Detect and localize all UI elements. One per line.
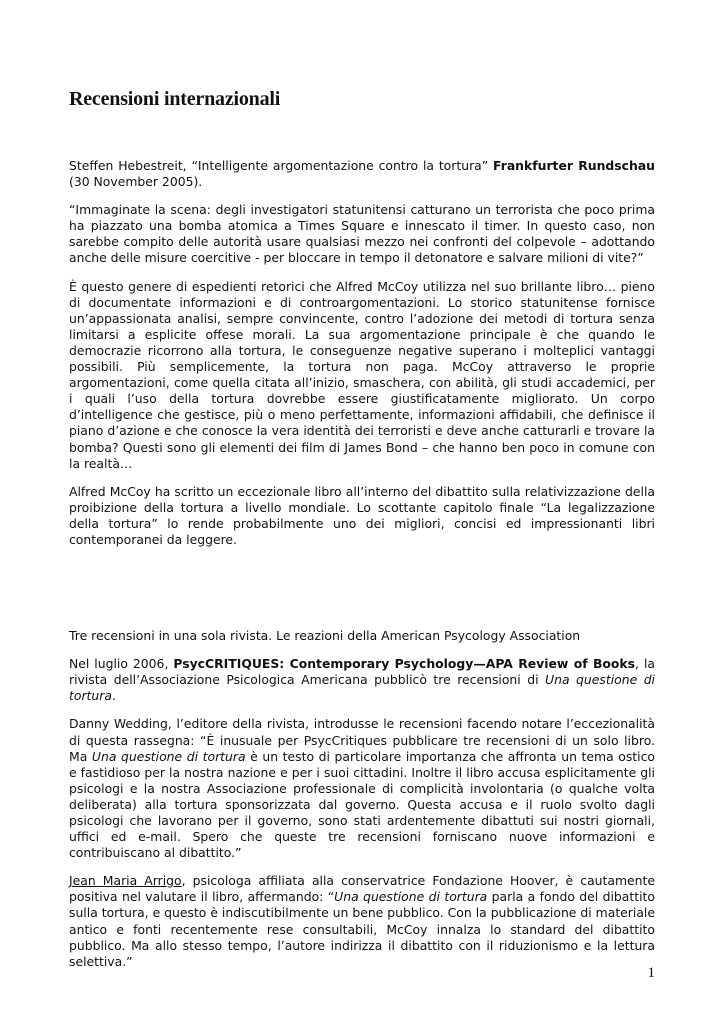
- text-run: , la rivista dell’Associazione Psicologica Americana pubblicò tre recensioni di: [69, 656, 655, 688]
- text-run: è un testo di particolare importanza che affronta un tema ostico e fastidioso per la nostra nazione e per i suoi cittadini. Inoltre il libro accusa esplicitamente gli psicologi e la nostra Associazione professionale di complicità involontaria (o qualche volta deliberata) alla tortura sponsorizzata dal governo. Questa accusa e il ruolo svolto dagli psicologi che lavorano per il governo, sono stati ardentemente dibattuti sui nostri giornali, uffici ed e-mail. Spero che queste tre recensioni forniscano nuove informazioni e contribuiscano al dibattito.”: [69, 748, 655, 861]
- review-date: (30 November 2005).: [69, 174, 203, 190]
- page-title: Recensioni internazionali: [69, 88, 281, 110]
- author-link[interactable]: Jean Maria Arrigo: [69, 873, 182, 889]
- paragraph-luglio: [69, 656, 655, 704]
- review-author-title: Steffen Hebestreit, “Intelligente argomentazione contro la tortura”: [69, 158, 489, 173]
- book-title: Una questione di tortura: [334, 889, 488, 905]
- journal-name: PsycCRITIQUES: Contemporary Psychology—APA Review of Books: [173, 656, 636, 672]
- text-run: Nel luglio 2006,: [69, 656, 174, 672]
- text-run: , psicologa affiliata alla conservatrice Fondazione Hoover, è cautamente positiva nel valutare il libro, affermando: “: [69, 873, 655, 905]
- document-body: [69, 158, 655, 982]
- paragraph-quote: “Immaginate la scena: degli investigatori statunitensi catturano un terrorista che poco prima ha piazzato una bomba atomica a Times Square e innescato il timer. In questo caso, non sarebbe compito delle autorità usare qualsiasi mezzo nei confronti del colpevole – adottando anche delle misure coercitive - per bloccare in tempo il detonatore e salvare milioni di vite?”: [69, 202, 655, 266]
- text-run: Danny Wedding, l’editore della rivista, introdusse le recensioni facendo notare l’eccezionalità di questa rassegna: “È inusuale per PsycCritiques pubblicare tre recensioni di un solo libro. Ma: [69, 716, 655, 764]
- paragraph-espedienti: È questo genere di espedienti retorici che Alfred McCoy utilizza nel suo brillante libro… pieno di documentate informazioni e di controargomentazioni. Lo storico statunitense fornisce un’appassionata analisi, sempre convincente, contro l’adozione dei metodi di tortura senza limitarsi a esplicite offese morali. La sua argomentazione principale è che quando le democrazie ricorrono alla tortura, le conseguenze negative superano i molteplici vantaggi possibili. Più semplicemente, la tortura non paga. McCoy attraverso le proprie argomentazioni, come quella citata all’inizio, smaschera, con abilità, gli studi accademici, per i quali l’uso della tortura dovrebbe essere giustificatamente migliorato. Un corpo d’intelligence che gestisce, più o meno perfettamente, informazioni affidabili, che definisce il piano d’azione e che conosce la vera identità dei terroristi e deve anche catturarli e trovare la bomba? Questi sono gli elementi dei film di James Bond – che hanno ben poco in comune con la realtà…: [69, 278, 655, 471]
- paragraph-arrigo: [69, 873, 655, 970]
- paragraph-wedding: [69, 716, 655, 861]
- text-run: parla a fondo del dibattito sulla tortura, e questo è indiscutibilmente un bene pubblico. Con la pubblicazione di materiale antico e fonti recentemente rese consultabili, McCoy innalza lo standard del dibattito pubblico. Ma allo stesso tempo, l’autore indirizza il dibattito con il riduzionismo e la lettura selettiva.”: [69, 889, 655, 969]
- review-citation: [69, 158, 655, 190]
- text-run: .: [111, 688, 116, 704]
- paragraph-mccoy: Alfred McCoy ha scritto un eccezionale libro all’interno del dibattito sulla relativizzazione della proibizione della tortura a livello mondiale. Lo scottante capitolo finale “La legalizzazione della tortura” lo rende probabilmente uno dei migliori, concisi ed impressionanti libri contemporanei da leggere.: [69, 483, 655, 547]
- page-number: 1: [647, 965, 655, 981]
- section-heading-tre-recensioni: Tre recensioni in una sola rivista. Le reazioni della American Psycology Association: [69, 628, 581, 644]
- book-title: Una questione di tortura: [91, 748, 246, 764]
- book-title: Una questione di tortura: [69, 672, 656, 704]
- review-source: Frankfurter Rundschau: [493, 158, 655, 173]
